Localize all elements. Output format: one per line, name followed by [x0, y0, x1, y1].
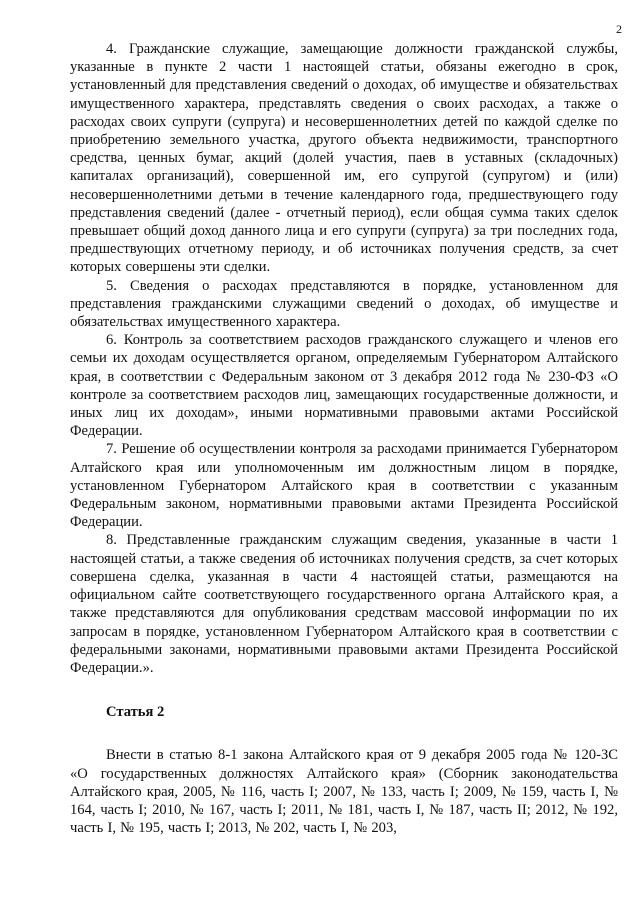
paragraph-7: 7. Решение об осуществлении контроля за расходами принимается Губернатором Алтайского края или уполномоченным им должностным лицом в порядке, установленном Губернатором Алтайского края в соответствии с указанным Федеральным законом, нормативными правовыми актами Президента Российской Федерации.	[70, 441, 618, 531]
paragraph-4: 4. Гражданские служащие, замещающие должности гражданской службы, указанные в пункте 2 части 1 настоящей статьи, обязаны ежегодно в срок, установленный для представления сведений о доходах, об имуществе и обязательствах имущественного характера, представлять сведения о своих расходах, а также о расходах своих супруги (супруга) и несовершеннолетних детей по каждой сделке по приобретению земельного участка, другого объекта недвижимости, транспортного средства, ценных бумаг, акций (долей участия, паев в уставных (складочных) капиталах организаций), совершенной им, его супругой (супругом) и (или) несовершеннолетними детьми в течение календарного года, предшествующего году представления сведений (далее - отчетный период), если общая сумма таких сделок превышает общий доход данного лица и его супруги (супруга) за три последних года, предшествующих отчетному периоду, и об источниках получения средств, за счет которых совершены эти сделки.	[70, 41, 618, 276]
page-number: 2	[616, 22, 622, 36]
paragraph-8: 8. Представленные гражданским служащим сведения, указанные в части 1 настоящей статьи, а также сведения об источниках получения средств, за счет которых совершена сделка, указанная в части 4 настоящей статьи, размещаются на официальном сайте соответствующего государственного органа Алтайского края, а также представляются для опубликования средствам массовой информации по их запросам в порядке, установленном Губернатором Алтайского края в соответствии с федеральными законами, нормативными правовыми актами Президента Российской Федерации.».	[70, 532, 618, 676]
paragraph-6: 6. Контроль за соответствием расходов гражданского служащего и членов его семьи их доходам осуществляется органом, определяемым Губернатором Алтайского края, в соответствии с Федеральным законом от 3 декабря 2012 года № 230-ФЗ «О контроле за соответствием расходов лиц, замещающих государственные должности, и иных лиц их доходам», иными нормативными правовыми актами Российской Федерации.	[70, 332, 618, 440]
paragraph-5: 5. Сведения о расходах представляются в порядке, установленном для представления гражданскими служащими сведений о доходах, об имуществе и обязательствах имущественного характера.	[70, 277, 618, 331]
article-2-heading: Статья 2	[106, 704, 165, 721]
document-body	[70, 40, 618, 837]
article-2-text: Внести в статью 8-1 закона Алтайского края от 9 декабря 2005 года № 120-ЗС «О государственных должностях Алтайского края» (Сборник законодательства Алтайского края, 2005, № 116, часть I; 2007, № 133, часть I; 2009, № 159, часть I, № 164, часть I; 2010, № 167, часть I; 2011, № 181, часть I, № 187, часть II; 2012, № 192, часть I, № 195, часть I; 2013, № 202, часть I, № 203,	[70, 747, 618, 837]
